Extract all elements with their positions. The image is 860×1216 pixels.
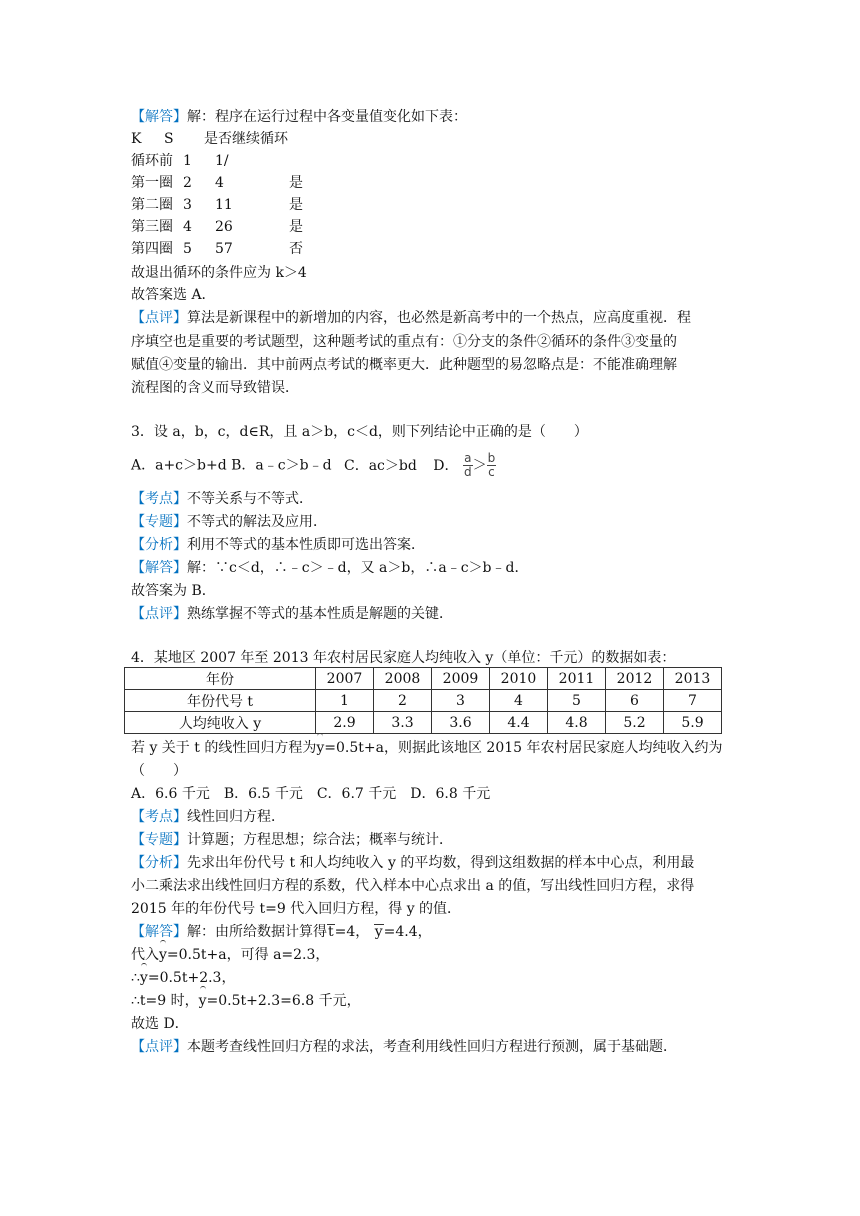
q2-table-row (131, 173, 303, 193)
q3-zhuanti-text: 不等式的解法及应用． (187, 514, 327, 530)
q4-t9-text-a: ∴t=9 时， (131, 993, 199, 1009)
q3-option-d-fraction-1 (463, 452, 473, 479)
table-cell: 2008 (374, 668, 432, 690)
table-cell: 年份代号 t (125, 690, 316, 712)
table-cell: 5.2 (606, 712, 664, 734)
table-row (125, 712, 722, 734)
q4-regression-line (131, 738, 723, 758)
frac-denominator: c (488, 465, 495, 479)
q2-row-continue: 是 (289, 175, 303, 191)
frac-numerator: b (487, 451, 496, 465)
q4-zhuanti-tag: 【专题】 (131, 832, 187, 848)
q2-jieda-text: 解：程序在运行过程中各变量值变化如下表： (187, 109, 467, 125)
q4-regression-text-a: 若 y 关于 t 的线性回归方程为 (131, 740, 317, 756)
q4-fenxi-line-3: 2015 年的年份代号 t=9 代入回归方程，得 y 的值． (131, 901, 462, 917)
q4-paren: （ ） (131, 763, 187, 779)
q4-substitution (131, 945, 329, 965)
table-cell: 人均纯收入 y (125, 712, 316, 734)
q2-jieda-line (131, 107, 467, 127)
t-bar-symbol: t (328, 924, 334, 940)
q3-option-d: D． (433, 457, 459, 474)
q2-row-continue: 是 (289, 197, 303, 213)
q2-row-s: 26 (215, 219, 233, 235)
q2-table-row (131, 217, 303, 237)
q4-zhuanti-text: 计算题；方程思想；综合法；概率与统计． (187, 832, 453, 848)
table-cell: 4.8 (548, 712, 606, 734)
q2-table-row (131, 151, 289, 171)
q4-data-table (124, 667, 722, 734)
y-hat-symbol: y (139, 970, 148, 986)
q3-fenxi-tag: 【分析】 (131, 537, 187, 553)
table-row (125, 668, 722, 690)
q2-table-header (131, 129, 288, 149)
table-cell: 2013 (664, 668, 722, 690)
q3-zhuanti-tag: 【专题】 (131, 514, 187, 530)
q4-answer: 故选 D． (131, 1016, 189, 1032)
q4-therefore-symbol: ∴ (131, 970, 140, 986)
table-cell: 5 (548, 690, 606, 712)
q2-header-continue: 是否继续循环 (204, 131, 288, 147)
q4-options: A．6.6 千元 B．6.5 千元 C．6.7 千元 D．6.8 千元 (131, 786, 491, 802)
table-row (125, 690, 722, 712)
q4-fenxi-tag: 【分析】 (131, 855, 187, 871)
q2-row-k: 5 (183, 241, 192, 257)
y-hat-symbol: y (159, 947, 167, 963)
q2-row-k: 4 (183, 219, 192, 235)
table-cell: 2 (374, 690, 432, 712)
table-cell: 3 (432, 690, 490, 712)
q2-jieda-tag: 【解答】 (131, 109, 187, 125)
q2-row-s: 1/ (215, 153, 229, 169)
q4-kaodian-tag: 【考点】 (131, 809, 187, 825)
q3-option-a: A．a+c＞b+d (131, 457, 227, 474)
q3-dianping-text: 熟练掌握不等式的基本性质是解题的关键． (187, 606, 453, 622)
q2-table-row (131, 239, 303, 259)
q3-kaodian-text: 不等关系与不等式． (187, 491, 313, 507)
q4-fenxi-line-2: 小二乘法求出线性回归方程的系数，代入样本中心点求出 a 的值，写出线性回归方程，求得 (131, 878, 695, 894)
q4-jieda (131, 922, 432, 942)
q2-dianping-text: 算法是新课程中的新增加的内容，也必然是新高考中的一个热点，应高度重视．程 (187, 310, 691, 326)
q2-row-label: 循环前 (131, 153, 173, 169)
q3-option-c: C．ac＞bd (344, 457, 417, 474)
q4-therefore-text: =0.5t+2.3， (147, 970, 236, 986)
q3-dianping (131, 604, 453, 624)
q4-fenxi-line-1 (131, 853, 694, 873)
q2-row-continue: 是 (289, 219, 303, 235)
q2-dianping-tag: 【点评】 (131, 310, 187, 326)
q4-t9 (131, 991, 361, 1011)
table-cell: 2011 (548, 668, 606, 690)
q2-header-s: S (164, 131, 174, 147)
table-cell: 2012 (606, 668, 664, 690)
q4-jieda-text-b: =4， (334, 924, 370, 940)
q4-fenxi-text: 先求出年份代号 t 和人均纯收入 y 的平均数，得到这组数据的样本中心点，利用最 (187, 855, 695, 871)
q4-t9-text-b: =0.5t+2.3=6.8 千元， (206, 993, 361, 1009)
table-cell: 3.3 (374, 712, 432, 734)
q4-therefore (131, 968, 235, 988)
q4-substitution-text-a: 代入 (131, 947, 159, 963)
table-cell: 年份 (125, 668, 316, 690)
q3-jieda-tag: 【解答】 (131, 560, 187, 576)
q3-options (131, 452, 496, 479)
q2-dianping-line-1 (131, 308, 691, 328)
q3-answer: 故答案为 B． (131, 583, 216, 599)
q4-dianping (131, 1037, 677, 1057)
q3-stem: 3．设 a，b，c，d∈R，且 a＞b，c＜d，则下列结论中正确的是（ ） (131, 424, 588, 440)
table-cell: 7 (664, 690, 722, 712)
q2-row-label: 第一圈 (131, 175, 173, 191)
y-bar-symbol: y (374, 924, 383, 940)
q3-kaodian-tag: 【考点】 (131, 491, 187, 507)
table-cell: 2009 (432, 668, 490, 690)
table-cell: 4 (490, 690, 548, 712)
q3-fenxi-text: 利用不等式的基本性质即可选出答案． (187, 537, 425, 553)
q4-regression-text-b: =0.5t+a，则据此该地区 2015 年农村居民家庭人均纯收入约为 (324, 740, 723, 756)
q3-option-d-fraction-2 (487, 452, 497, 479)
q2-row-s: 57 (215, 241, 233, 257)
q4-jieda-text-a: 解：由所给数据计算得 (187, 924, 327, 940)
q2-header-k: K (131, 131, 142, 147)
q3-zhuanti (131, 512, 327, 532)
q4-dianping-text: 本题考查线性回归方程的求法，考查利用线性回归方程进行预测，属于基础题． (187, 1039, 677, 1055)
frac-denominator: d (463, 465, 472, 479)
q3-dianping-tag: 【点评】 (131, 606, 187, 622)
q3-option-d-gt: ＞ (472, 457, 487, 474)
q3-option-b: B．a﹣c＞b﹣d (231, 457, 332, 474)
q2-row-k: 2 (183, 175, 192, 191)
q3-kaodian (131, 489, 313, 509)
q2-dianping-line-3: 赋值④变量的输出．其中前两点考试的概率更大．此种题型的易忽略点是：不能准确理解 (131, 357, 677, 373)
q2-row-k: 3 (183, 197, 192, 213)
q4-jieda-text-c: =4.4， (383, 924, 432, 940)
q2-row-s: 4 (215, 175, 224, 191)
q4-stem: 4．某地区 2007 年至 2013 年农村居民家庭人均纯收入 y（单位：千元）的数据如表： (131, 650, 676, 666)
q2-dianping-line-4: 流程图的含义而导致错误． (131, 380, 299, 396)
q2-conclusion: 故退出循环的条件应为 k＞4 (131, 265, 307, 281)
q2-row-label: 第三圈 (131, 219, 173, 235)
y-hat-symbol: y (198, 993, 207, 1009)
table-cell: 5.9 (664, 712, 722, 734)
q2-dianping-line-2: 序填空也是重要的考试题型，这种题考试的重点有：①分支的条件②循环的条件③变量的 (131, 334, 677, 350)
table-cell: 2.9 (316, 712, 374, 734)
q2-row-s: 11 (215, 197, 233, 213)
q2-answer: 故答案选 A． (131, 287, 216, 303)
q3-fenxi (131, 535, 425, 555)
table-cell: 2010 (490, 668, 548, 690)
q2-row-continue: 否 (289, 241, 303, 257)
q2-row-label: 第四圈 (131, 241, 173, 257)
q3-jieda-text: 解：∵c＜d，∴﹣c＞﹣d，又 a＞b，∴a﹣c＞b﹣d． (187, 560, 529, 576)
table-cell: 1 (316, 690, 374, 712)
q4-kaodian-text: 线性回归方程． (187, 809, 285, 825)
q4-kaodian (131, 807, 285, 827)
q2-table-row (131, 195, 303, 215)
table-cell: 3.6 (432, 712, 490, 734)
y-hat-symbol: y (316, 740, 325, 756)
q4-dianping-tag: 【点评】 (131, 1039, 187, 1055)
q3-jieda (131, 558, 528, 578)
q2-row-label: 第二圈 (131, 197, 173, 213)
frac-numerator: a (464, 451, 472, 465)
table-cell: 2007 (316, 668, 374, 690)
table-cell: 4.4 (490, 712, 548, 734)
table-cell: 6 (606, 690, 664, 712)
q2-row-k: 1 (183, 153, 192, 169)
q4-jieda-tag: 【解答】 (131, 924, 187, 940)
q4-substitution-text-b: =0.5t+a，可得 a=2.3， (166, 947, 330, 963)
q4-zhuanti (131, 830, 453, 850)
